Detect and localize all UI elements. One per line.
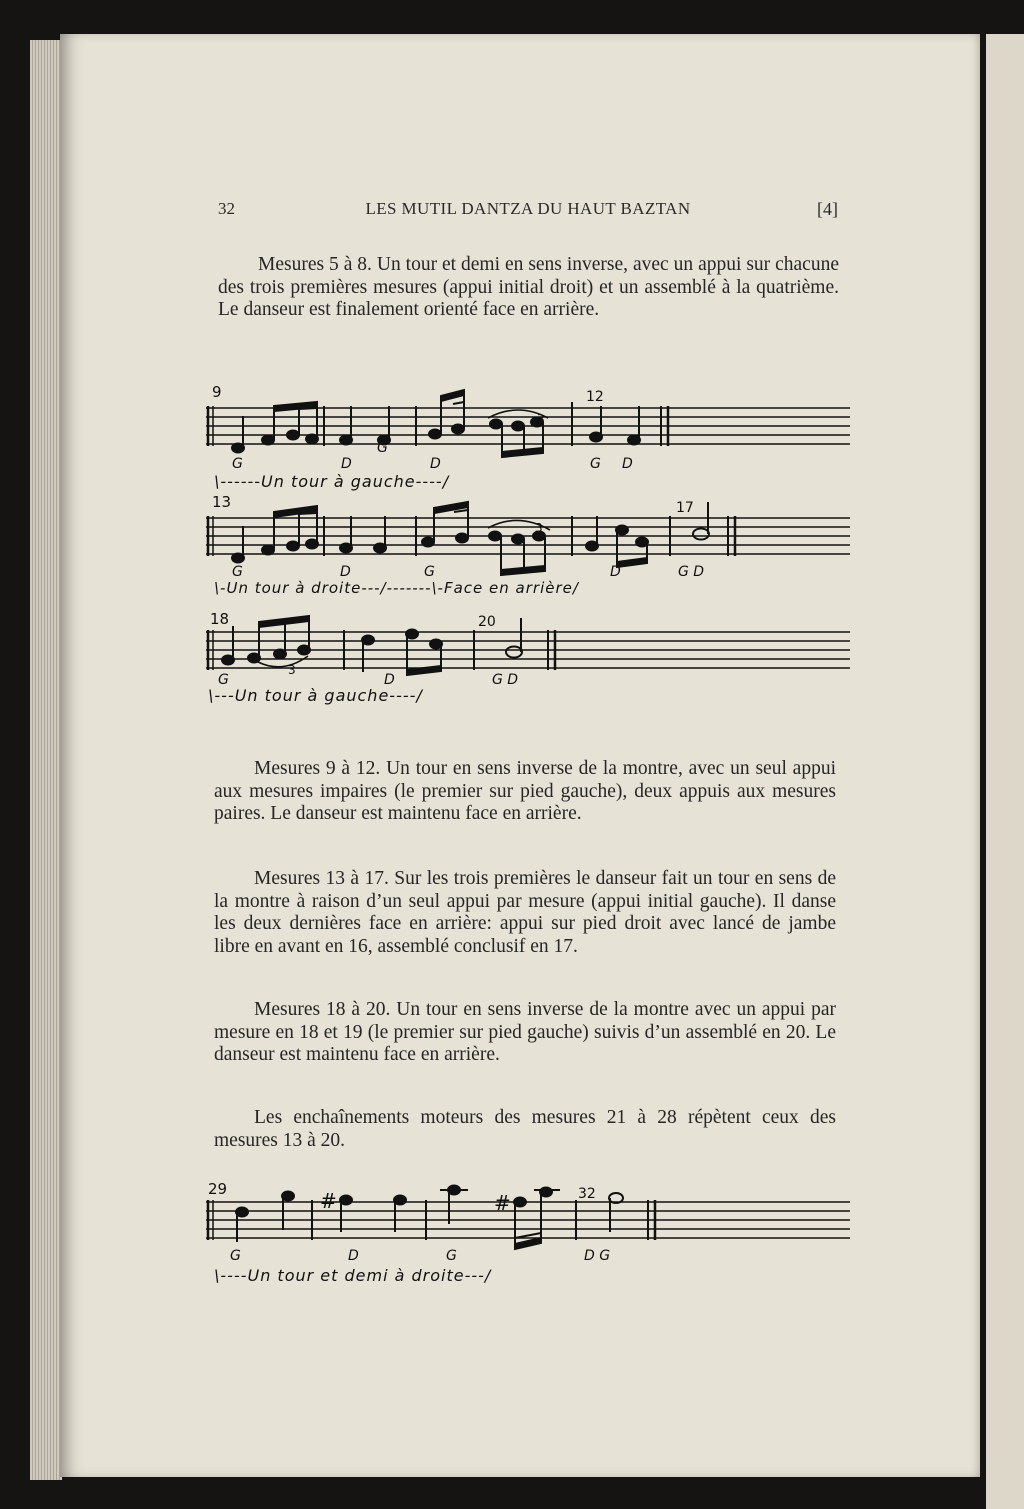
measure-number-9: 9 — [212, 383, 222, 401]
staff-3-caption: \---Un tour à gauche----/ — [208, 686, 423, 705]
svg-text:G: G — [446, 1248, 457, 1264]
music-staff-4 — [198, 1180, 858, 1262]
measure-number-18: 18 — [210, 610, 230, 628]
staff-1-caption: \------Un tour à gauche----/ — [214, 472, 450, 491]
svg-text:D: D — [430, 456, 441, 472]
section-marker: [4] — [817, 199, 838, 219]
staff-2-caption: \-Un tour à droite---/-------\-Face en arrière/ — [214, 579, 579, 597]
svg-text:G: G — [232, 456, 243, 472]
svg-text:3: 3 — [537, 412, 545, 426]
paragraph-mesures-9-12: Mesures 9 à 12. Un tour en sens inverse de la montre, avec un seul appui aux mesures impaires (le premier sur pied gauche), deux appuis aux mesures paires. Le danseur est maintenu face en arrière. — [214, 758, 836, 824]
running-title: LES MUTIL DANTZA DU HAUT BAZTAN — [365, 199, 691, 218]
svg-text:#: # — [320, 1189, 337, 1213]
svg-text:D: D — [341, 456, 352, 472]
measure-number-29: 29 — [208, 1180, 228, 1198]
svg-text:3: 3 — [288, 663, 296, 677]
measure-number-13: 13 — [212, 493, 232, 511]
measure-number-32: 32 — [578, 1186, 596, 1202]
notes — [232, 390, 640, 457]
paragraph-mesures-5-8: Mesures 5 à 8. Un tour et demi en sens inverse, avec un appui sur chacune des trois premières mesures (appui initial droit) et un assemblé à la quatrième. Le danseur est finalement orienté face en arrière. — [218, 254, 839, 320]
staff-lines — [206, 408, 850, 444]
svg-text:D: D — [610, 564, 621, 580]
svg-text:G: G — [424, 564, 435, 580]
svg-text:G: G — [590, 456, 601, 472]
staff-lines — [206, 518, 850, 554]
svg-text:G: G — [232, 564, 243, 580]
running-header — [218, 199, 838, 221]
svg-text:#: # — [494, 1191, 511, 1215]
measure-number-17: 17 — [676, 500, 694, 516]
svg-text:G: G — [230, 1248, 241, 1264]
paragraph-mesures-21-28: Les enchaînements moteurs des mesures 21 à 28 répètent ceux des mesures 13 à 20. — [214, 1107, 836, 1151]
measure-number-20: 20 — [478, 614, 496, 630]
svg-text:3: 3 — [535, 521, 543, 535]
paragraph-mesures-18-20: Mesures 18 à 20. Un tour en sens inverse de la montre avec un appui par mesure en 18 et 19 (le premier sur pied gauche) suivis d’un assemblé en 20. Le danseur est maintenu face en arrière. — [214, 999, 836, 1065]
svg-text:D: D — [384, 672, 395, 688]
svg-text:D: D — [348, 1248, 359, 1264]
staff-lines — [206, 1202, 850, 1238]
svg-text:D: D — [622, 456, 633, 472]
svg-text:G: G — [377, 440, 388, 456]
notes — [232, 502, 709, 575]
page-number: 32 — [218, 199, 235, 218]
svg-text:D G: D G — [584, 1248, 611, 1264]
svg-text:D: D — [340, 564, 351, 580]
paragraph-mesures-13-17: Mesures 13 à 17. Sur les trois premières le danseur fait un tour en sens de la montre à raison d’un seul appui par mesure (appui initial gauche). Il danse les deux dernières face en arrière: appui sur pied droit avec lancé de jambe libre en avant en 16, assemblé conclusif en 17. — [214, 868, 836, 957]
svg-text:G D: G D — [492, 672, 519, 688]
svg-text:G D: G D — [678, 564, 705, 580]
next-page-edge — [986, 34, 1024, 1509]
foot-marks — [232, 564, 704, 580]
notes — [236, 1186, 623, 1250]
staff-4-caption: \----Un tour et demi à droite---/ — [214, 1266, 492, 1285]
svg-text:G: G — [218, 672, 229, 688]
foot-marks — [230, 1248, 610, 1264]
measure-number-12: 12 — [586, 389, 604, 405]
page-edges — [30, 40, 62, 1480]
